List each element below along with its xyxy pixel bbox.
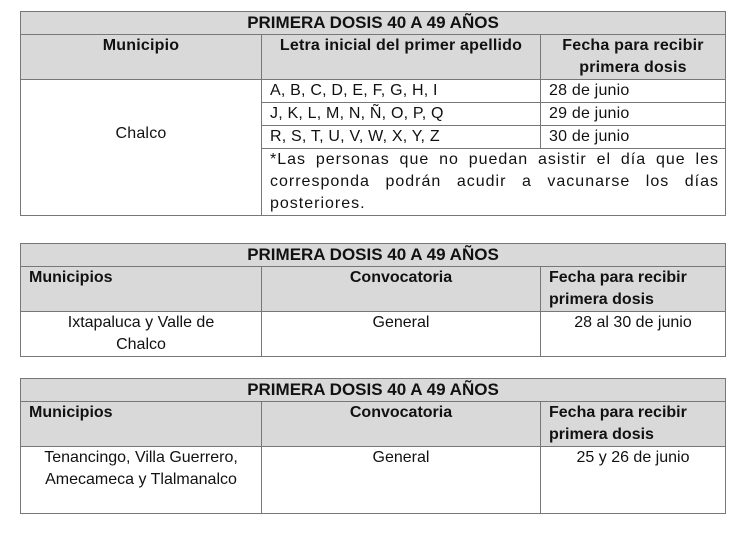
date-cell: 28 de junio bbox=[541, 80, 726, 103]
fecha-cell: 25 y 26 de junio bbox=[541, 447, 726, 514]
header-letra-inicial: Letra inicial del primer apellido bbox=[262, 35, 541, 80]
table-title-row bbox=[21, 244, 726, 267]
table-row bbox=[21, 447, 726, 514]
header-municipios: Municipios bbox=[21, 402, 262, 447]
vaccination-table-chalco bbox=[20, 11, 726, 216]
table-title: PRIMERA DOSIS 40 A 49 AÑOS bbox=[21, 12, 726, 35]
letters-cell: R, S, T, U, V, W, X, Y, Z bbox=[262, 126, 541, 149]
table-row bbox=[21, 80, 726, 103]
table-title-row bbox=[21, 12, 726, 35]
header-row bbox=[21, 35, 726, 80]
table-title: PRIMERA DOSIS 40 A 49 AÑOS bbox=[21, 379, 726, 402]
header-convocatoria: Convocatoria bbox=[262, 402, 541, 447]
municipio-cell: Chalco bbox=[21, 80, 262, 216]
convocatoria-cell: General bbox=[262, 447, 541, 514]
header-convocatoria: Convocatoria bbox=[262, 267, 541, 312]
table-row bbox=[21, 312, 726, 357]
header-row bbox=[21, 402, 726, 447]
municipios-cell: Ixtapaluca y Valle de Chalco bbox=[21, 312, 262, 357]
header-row bbox=[21, 267, 726, 312]
table-title-row bbox=[21, 379, 726, 402]
letters-cell: J, K, L, M, N, Ñ, O, P, Q bbox=[262, 103, 541, 126]
note-text: *Las personas que no puedan asistir el día que les corresponda podrán acudir a vacunarse los días posteriores. bbox=[262, 149, 726, 216]
vaccination-table-ixtapaluca bbox=[20, 243, 726, 357]
table-title: PRIMERA DOSIS 40 A 49 AÑOS bbox=[21, 244, 726, 267]
vaccination-table-tenancingo bbox=[20, 378, 726, 514]
fecha-cell: 28 al 30 de junio bbox=[541, 312, 726, 357]
date-cell: 30 de junio bbox=[541, 126, 726, 149]
header-fecha: Fecha para recibir primera dosis bbox=[541, 35, 726, 80]
header-municipios: Municipios bbox=[21, 267, 262, 312]
header-fecha: Fecha para recibir primera dosis bbox=[541, 267, 726, 312]
header-municipio: Municipio bbox=[21, 35, 262, 80]
header-fecha: Fecha para recibir primera dosis bbox=[541, 402, 726, 447]
date-cell: 29 de junio bbox=[541, 103, 726, 126]
municipios-cell: Tenancingo, Villa Guerrero, Amecameca y Tlalmanalco bbox=[21, 447, 262, 514]
letters-cell: A, B, C, D, E, F, G, H, I bbox=[262, 80, 541, 103]
convocatoria-cell: General bbox=[262, 312, 541, 357]
